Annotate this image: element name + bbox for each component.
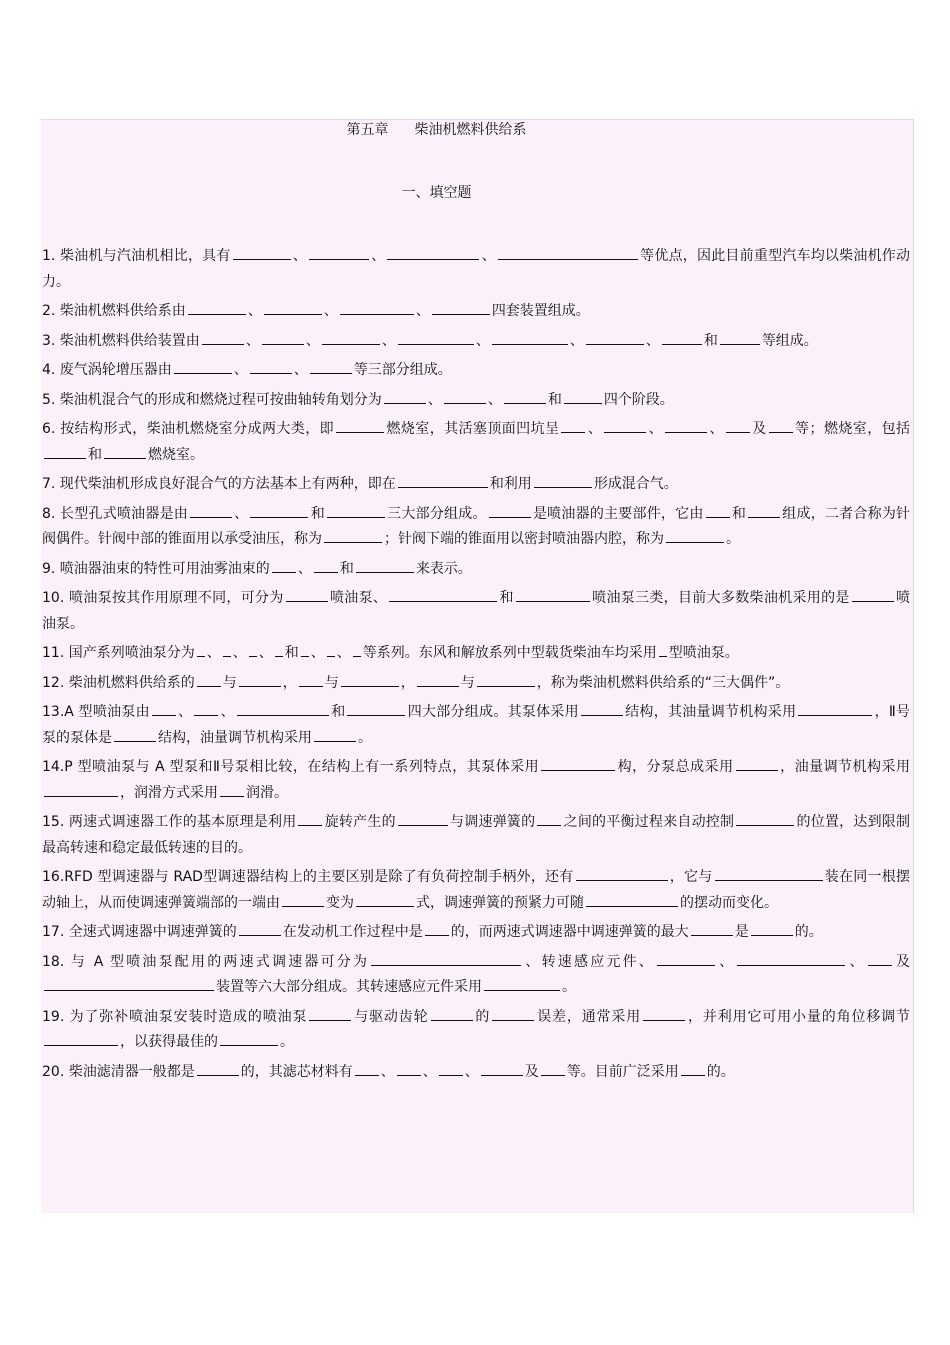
question-text: 等；: [794, 421, 824, 437]
answer-blank[interactable]: [104, 444, 146, 459]
question-text: 喷油泵、: [329, 590, 388, 606]
question-text: 、: [292, 248, 308, 264]
answer-blank[interactable]: [309, 245, 369, 260]
question-text: 的，而两速式调速器中调速弹簧的最大: [450, 924, 689, 940]
question-12: [42, 671, 910, 697]
answer-blank[interactable]: [220, 782, 244, 797]
question-text: ，并利用它可用小量的角位移调节: [687, 1008, 911, 1025]
answer-blank[interactable]: [581, 701, 623, 716]
answer-blank[interactable]: [44, 782, 118, 797]
answer-blank[interactable]: [239, 921, 281, 936]
question-text: 15. 两速式调速器工作的基本原理是利用: [42, 814, 297, 830]
question-18: [42, 950, 910, 1001]
question-text: 装在同一根摆动轴上，从而使调速弹簧端部的一端由: [42, 869, 911, 911]
question-text: 、: [245, 332, 260, 349]
answer-blank[interactable]: [541, 1061, 565, 1076]
question-text: 、: [206, 645, 221, 661]
question-text: 、: [258, 645, 273, 661]
answer-blank[interactable]: [798, 701, 872, 716]
question-text: 、: [427, 391, 442, 408]
answer-blank[interactable]: [691, 921, 733, 936]
question-text: 10. 喷油泵按其作用原理不同，可分为: [42, 590, 284, 606]
answer-blank[interactable]: [197, 1061, 239, 1076]
question-text: 、: [487, 391, 502, 408]
question-9: [42, 557, 910, 583]
answer-blank[interactable]: [286, 587, 328, 602]
answer-blank[interactable]: [299, 672, 323, 687]
answer-blank[interactable]: [282, 892, 324, 907]
answer-blank[interactable]: [439, 1061, 463, 1076]
answer-blank[interactable]: [665, 418, 707, 433]
question-text: 燃烧室。: [148, 446, 204, 463]
question-text: 、: [381, 332, 396, 349]
answer-blank[interactable]: [44, 444, 86, 459]
question-text: 和: [731, 505, 747, 522]
answer-blank[interactable]: [868, 951, 892, 966]
question-text: ，: [400, 674, 415, 691]
question-text: 结构，其油量调节机构采用: [624, 704, 797, 720]
question-20: [42, 1060, 910, 1086]
question-text: ，: [282, 674, 297, 691]
question-text: 、: [247, 303, 262, 319]
question-text: 与: [324, 674, 339, 691]
answer-blank[interactable]: [202, 330, 244, 345]
question-text: 与: [460, 674, 475, 691]
answer-blank[interactable]: [298, 811, 322, 826]
question-text: 、: [310, 645, 325, 661]
answer-blank[interactable]: [336, 418, 384, 433]
answer-blank[interactable]: [152, 701, 176, 716]
question-text: 是: [734, 924, 749, 940]
question-text: 、: [177, 704, 193, 720]
answer-blank[interactable]: [190, 503, 232, 518]
answer-blank[interactable]: [736, 756, 778, 771]
question-text: 等三部分组成。: [353, 362, 452, 378]
question-5: [42, 388, 910, 414]
answer-blank[interactable]: [431, 1006, 473, 1021]
answer-blank[interactable]: [398, 330, 474, 345]
answer-blank[interactable]: [398, 811, 448, 826]
question-text: 6. 按结构形式，柴油机燃烧室分成两大类，即: [42, 421, 335, 437]
answer-blank[interactable]: [432, 300, 490, 315]
question-text: 和: [547, 391, 562, 408]
answer-blank[interactable]: [477, 672, 535, 687]
question-text: 和: [88, 446, 102, 463]
question-8: [42, 502, 910, 553]
answer-blank[interactable]: [197, 642, 205, 657]
answer-blank[interactable]: [492, 1006, 534, 1021]
answer-blank[interactable]: [659, 642, 667, 657]
question-text: 、: [587, 421, 603, 437]
question-text: 19. 为了弥补喷油泵安装时造成的喷油泵: [42, 1008, 308, 1025]
answer-blank[interactable]: [657, 951, 715, 966]
question-text: 、: [234, 505, 249, 522]
chapter-title: [0, 120, 873, 140]
question-text: 来表示。: [415, 560, 472, 577]
question-4: [42, 358, 910, 384]
answer-blank[interactable]: [355, 1061, 379, 1076]
answer-blank[interactable]: [309, 1006, 351, 1021]
answer-blank[interactable]: [751, 921, 793, 936]
question-text: 17. 全速式调速器中调速弹簧的: [42, 924, 237, 940]
question-text: 的。: [794, 924, 823, 940]
answer-blank[interactable]: [398, 473, 488, 488]
answer-blank[interactable]: [576, 866, 668, 881]
question-2: [42, 299, 910, 325]
answer-blank[interactable]: [564, 389, 602, 404]
answer-blank[interactable]: [417, 672, 459, 687]
question-text: 、: [293, 362, 308, 378]
question-text: 式，调速弹簧的预紧力可随: [416, 894, 584, 911]
question-text: 、: [371, 248, 386, 264]
answer-blank[interactable]: [262, 330, 304, 345]
answer-blank[interactable]: [310, 359, 352, 374]
question-text: 误差，通常采用: [536, 1008, 642, 1025]
question-text: 及: [751, 421, 767, 437]
question-text: 4. 废气涡轮增压器由: [42, 362, 172, 378]
question-text: 、: [415, 303, 430, 319]
question-text: 等。目前广泛采用: [566, 1063, 679, 1080]
question-10: [42, 586, 910, 637]
question-text: 的: [474, 1008, 491, 1025]
question-text: 、: [717, 953, 736, 970]
question-text: 组成，二者合称为针阀偶件。针阀中部的锥面用以承受油压，称为: [42, 505, 911, 547]
question-text: 、: [380, 1063, 395, 1080]
answer-blank[interactable]: [715, 866, 823, 881]
question-text: 的位置，达到限制最高转速和稳定最低转速的目的。: [42, 814, 911, 856]
question-text: 1. 柴油机与汽油机相比，具有: [42, 248, 231, 264]
question-text: 。: [726, 531, 740, 547]
question-text: 。: [280, 1034, 294, 1050]
question-text: 12. 柴油机燃料供给系的: [42, 674, 195, 691]
answer-blank[interactable]: [239, 672, 281, 687]
question-14: [42, 755, 910, 806]
answer-blank[interactable]: [706, 503, 730, 518]
question-text: 构，分泵总成采用: [617, 759, 734, 775]
answer-blank[interactable]: [371, 951, 521, 966]
question-text: 装置等六大部分组成。其转速感应元件采用: [216, 979, 482, 995]
answer-blank[interactable]: [586, 892, 678, 907]
answer-blank[interactable]: [272, 558, 296, 573]
answer-blank[interactable]: [275, 642, 283, 657]
question-text: 18. 与 A 型喷油泵配用的两速式调速器可分为: [42, 953, 370, 970]
answer-blank[interactable]: [492, 330, 568, 345]
question-text: 3. 柴油机燃料供给装置由: [42, 332, 200, 349]
answer-blank[interactable]: [387, 245, 479, 260]
question-1: [42, 244, 910, 295]
answer-blank[interactable]: [736, 811, 794, 826]
answer-blank[interactable]: [322, 330, 380, 345]
question-text: ，润滑方式采用: [120, 784, 218, 801]
question-text: 、: [481, 248, 496, 264]
question-19: [42, 1005, 910, 1056]
answer-blank[interactable]: [314, 727, 356, 742]
answer-blank[interactable]: [852, 587, 894, 602]
question-text: ，Ⅱ号泵的泵体是: [42, 704, 911, 746]
question-text: ，称为柴油机燃料供给系的“三大偶件”。: [536, 674, 790, 691]
question-text: 形成混合气。: [593, 476, 678, 492]
answer-blank[interactable]: [340, 300, 414, 315]
answer-blank[interactable]: [44, 1031, 118, 1046]
answer-blank[interactable]: [534, 473, 592, 488]
question-text: 燃烧室，包括: [823, 421, 911, 437]
question-text: 是喷油器的主要部件，它由: [532, 505, 704, 522]
question-text: 、: [323, 303, 338, 319]
answer-blank[interactable]: [347, 701, 405, 716]
question-text: 结构，油量调节机构采用: [158, 729, 312, 746]
question-text: 、转速感应元件、: [523, 953, 656, 970]
question-text: 、: [569, 332, 584, 349]
question-text: 四个阶段。: [603, 391, 674, 408]
question-13: [42, 700, 910, 751]
question-text: 7. 现代柴油机形成良好混合气的方法基本上有两种，即在: [42, 476, 396, 492]
question-7: [42, 472, 910, 498]
question-text: 等系列。东风和解放系列中型载货柴油车均采用: [362, 645, 657, 661]
answer-blank[interactable]: [489, 503, 531, 518]
question-text: 及: [893, 953, 911, 970]
question-text: 喷油泵三类，目前大多数柴油机采用的是: [591, 590, 850, 606]
question-17: [42, 920, 910, 946]
answer-blank[interactable]: [586, 330, 644, 345]
question-text: 、: [232, 645, 247, 661]
question-text: 及: [524, 1063, 539, 1080]
question-text: 。: [358, 729, 372, 746]
question-text: 、: [305, 332, 320, 349]
question-6: [42, 417, 910, 468]
question-text: 11. 国产系列喷油泵分为: [42, 645, 195, 661]
question-text: 与驱动齿轮: [353, 1008, 429, 1025]
question-text: 2. 柴油机燃料供给系由: [42, 303, 186, 319]
question-text: 。: [562, 979, 576, 995]
chapter-number: 第五章: [346, 122, 389, 138]
question-text: ，以获得最佳的: [120, 1034, 218, 1050]
answer-blank[interactable]: [324, 528, 382, 543]
question-text: 和: [284, 645, 299, 661]
question-text: 、: [645, 332, 660, 349]
answer-blank[interactable]: [233, 245, 291, 260]
answer-blank[interactable]: [197, 672, 221, 687]
question-text: 与: [222, 674, 237, 691]
question-text: 的，其滤芯材料有: [240, 1063, 353, 1080]
answer-blank[interactable]: [726, 418, 750, 433]
question-16: [42, 865, 910, 916]
answer-blank[interactable]: [498, 245, 638, 260]
question-text: 变为: [326, 894, 354, 911]
question-text: 8. 长型孔式喷油器是由: [42, 505, 189, 522]
question-text: ，油量调节机构采用: [779, 759, 911, 775]
section-title: 一、填空题: [401, 185, 472, 201]
answer-blank[interactable]: [237, 701, 329, 716]
answer-blank[interactable]: [327, 642, 335, 657]
answer-blank[interactable]: [223, 642, 231, 657]
answer-blank[interactable]: [444, 389, 486, 404]
answer-blank[interactable]: [720, 330, 760, 345]
answer-blank[interactable]: [516, 587, 590, 602]
question-text: 20. 柴油滤清器一般都是: [42, 1063, 195, 1080]
answer-blank[interactable]: [748, 503, 780, 518]
answer-blank[interactable]: [737, 951, 845, 966]
answer-blank[interactable]: [356, 892, 414, 907]
question-text: 、: [233, 362, 248, 378]
answer-blank[interactable]: [681, 1061, 705, 1076]
question-text: 等组成。: [761, 332, 818, 349]
question-text: 三大部分组成。: [386, 505, 487, 522]
answer-blank[interactable]: [604, 418, 646, 433]
question-15: [42, 810, 910, 861]
question-text: 四套装置组成。: [491, 303, 590, 319]
question-text: 旋转产生的: [324, 814, 396, 830]
answer-blank[interactable]: [425, 921, 449, 936]
question-text: 型喷油泵。: [668, 645, 739, 661]
question-text: 16.RFD 型调速器与 RAD型调速器结构上的主要区别是除了有负荷控制手柄外，还有: [42, 869, 574, 885]
question-text: 和: [499, 590, 514, 606]
question-text: 、: [709, 421, 724, 437]
question-11: [42, 641, 910, 667]
question-text: 14.P 型喷油泵与 A 型泵和Ⅱ号泵相比较，在结构上有一系列特点，其泵体采用: [42, 759, 540, 775]
answer-blank[interactable]: [666, 528, 724, 543]
answer-blank[interactable]: [481, 1061, 523, 1076]
question-text: 5. 柴油机混合气的形成和燃烧过程可按曲轴转角划分为: [42, 391, 382, 408]
answer-blank[interactable]: [484, 976, 560, 991]
question-text: 和: [339, 560, 354, 577]
question-text: 、: [464, 1063, 479, 1080]
question-text: 和利用: [489, 476, 532, 492]
question-text: 和: [330, 704, 346, 720]
answer-blank[interactable]: [643, 1006, 685, 1021]
question-text: 和: [703, 332, 718, 349]
question-text: ；针阀下端的锥面用以密封喷油器内腔，称为: [384, 531, 664, 547]
question-3: [42, 329, 910, 355]
question-text: 和: [310, 505, 325, 522]
answer-blank[interactable]: [250, 503, 308, 518]
answer-blank[interactable]: [769, 418, 793, 433]
answer-blank[interactable]: [114, 727, 156, 742]
question-text: ，它与: [669, 869, 713, 885]
answer-blank[interactable]: [397, 1061, 421, 1076]
question-text: 、: [297, 560, 312, 577]
question-text: 9. 喷油器油束的特性可用油雾油束的: [42, 560, 270, 577]
question-text: 、: [336, 645, 351, 661]
question-text: 、: [422, 1063, 437, 1080]
answer-blank[interactable]: [384, 389, 426, 404]
question-text: 的。: [706, 1063, 735, 1080]
chapter-subject: 柴油机燃料供给系: [414, 122, 527, 138]
answer-blank[interactable]: [356, 558, 414, 573]
answer-blank[interactable]: [537, 811, 561, 826]
question-text: 之间的平衡过程来自动控制: [563, 814, 735, 830]
answer-blank[interactable]: [301, 642, 309, 657]
answer-blank[interactable]: [174, 359, 232, 374]
answer-blank[interactable]: [44, 976, 214, 991]
question-text: 、: [220, 704, 235, 720]
answer-blank[interactable]: [264, 300, 322, 315]
question-text: 13.A 型喷油泵由: [42, 704, 150, 720]
answer-blank[interactable]: [194, 701, 218, 716]
question-text: 在发动机工作过程中是: [282, 924, 423, 940]
question-text: 燃烧室，其活塞顶面凹坑呈: [386, 421, 560, 437]
question-text: 的摆动而变化。: [680, 894, 778, 911]
question-text: 、: [648, 421, 664, 437]
answer-blank[interactable]: [353, 642, 361, 657]
answer-blank[interactable]: [250, 359, 292, 374]
answer-blank[interactable]: [249, 642, 257, 657]
answer-blank[interactable]: [662, 330, 702, 345]
question-list: [42, 244, 910, 1085]
answer-blank[interactable]: [541, 756, 615, 771]
question-text: 、: [847, 953, 866, 970]
answer-blank[interactable]: [504, 389, 546, 404]
answer-blank[interactable]: [327, 503, 385, 518]
question-text: 润滑。: [246, 784, 288, 801]
question-text: 、: [475, 332, 490, 349]
answer-blank[interactable]: [188, 300, 246, 315]
question-text: 喷油泵。: [42, 590, 911, 632]
answer-blank[interactable]: [341, 672, 399, 687]
answer-blank[interactable]: [561, 418, 585, 433]
question-text: 四大部分组成。其泵体采用: [407, 704, 579, 720]
answer-blank[interactable]: [220, 1031, 278, 1046]
answer-blank[interactable]: [314, 558, 338, 573]
question-text: 等优点，因此目前重型汽车均以柴油机作动力。: [42, 248, 911, 290]
question-text: 与调速弹簧的: [449, 814, 536, 830]
answer-blank[interactable]: [389, 587, 497, 602]
